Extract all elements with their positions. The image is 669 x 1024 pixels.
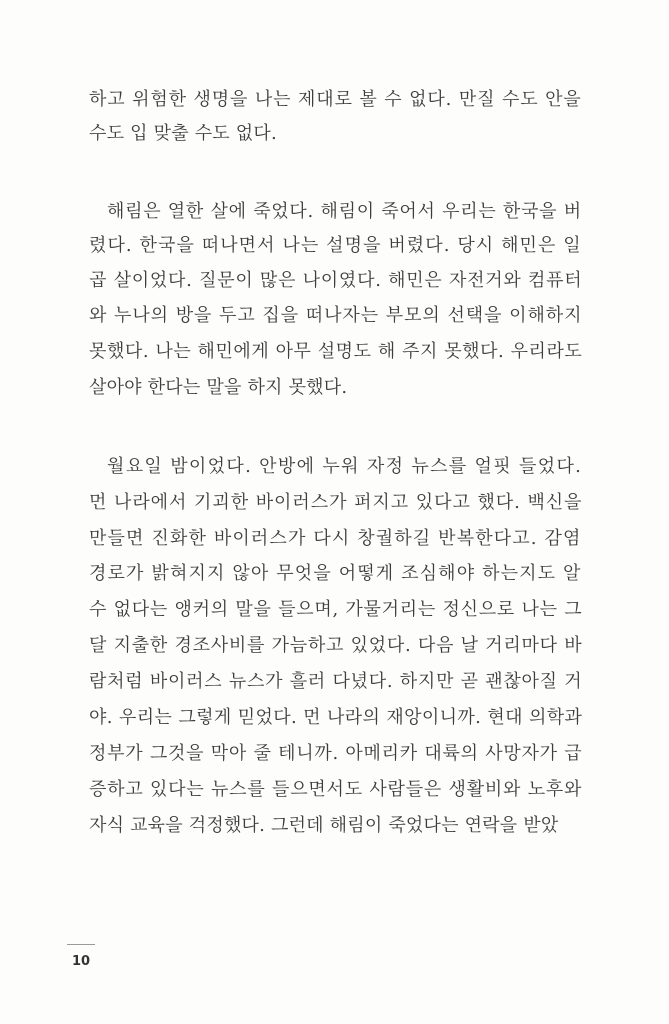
- text-line: 월요일 밤이었다. 안방에 누워 자정 뉴스를 얼핏 들었다.: [107, 456, 583, 477]
- text-line: 곱 살이었다. 질문이 많은 나이였다. 해민은 자전거와 컴퓨터: [89, 270, 583, 291]
- text-line: 정부가 그것을 막아 줄 테니까. 아메리카 대륙의 사망자가 급: [89, 743, 583, 764]
- page-number: 10: [72, 954, 91, 969]
- text-line: 해림은 열한 살에 죽었다. 해림이 죽어서 우리는 한국을 버: [107, 201, 582, 222]
- text-line: 만들면 진화한 바이러스가 다시 창궐하길 반복한다고. 감염: [89, 528, 582, 549]
- text-line: 경로가 밝혀지지 않아 무엇을 어떻게 조심해야 하는지도 알: [89, 563, 582, 584]
- text-line: 하고 위험한 생명을 나는 제대로 볼 수 없다. 만질 수도 안을: [89, 89, 582, 110]
- text-line: 수도 입 맞출 수도 없다.: [89, 123, 277, 144]
- text-line: 달 지출한 경조사비를 가늠하고 있었다. 다음 날 거리마다 바: [89, 635, 583, 656]
- text-line: 자식 교육을 걱정했다. 그런데 해림이 죽었다는 연락을 받았: [89, 815, 559, 836]
- text-line: 수 없다는 앵커의 말을 들으며, 가물거리는 정신으로 나는 그: [89, 599, 583, 620]
- text-line: 와 누나의 방을 두고 집을 떠나자는 부모의 선택을 이해하지: [89, 305, 583, 326]
- text-line: 야. 우리는 그렇게 믿었다. 먼 나라의 재앙이니까. 현대 의학과: [89, 707, 583, 728]
- text-line: 증하고 있다는 뉴스를 들으면서도 사람들은 생활비와 노후와: [89, 779, 583, 800]
- text-line: 렸다. 한국을 떠나면서 나는 설명을 버렸다. 당시 해민은 일: [89, 235, 582, 256]
- text-line: 못했다. 나는 해민에게 아무 설명도 해 주지 못했다. 우리라도: [89, 341, 583, 362]
- footer-divider: [67, 944, 95, 945]
- text-line: 람처럼 바이러스 뉴스가 흘러 다녔다. 하지만 곧 괜찮아질 거: [89, 671, 583, 692]
- text-line: 살아야 한다는 말을 하지 못했다.: [89, 377, 348, 398]
- text-line: 먼 나라에서 기괴한 바이러스가 퍼지고 있다고 했다. 백신을: [89, 492, 583, 513]
